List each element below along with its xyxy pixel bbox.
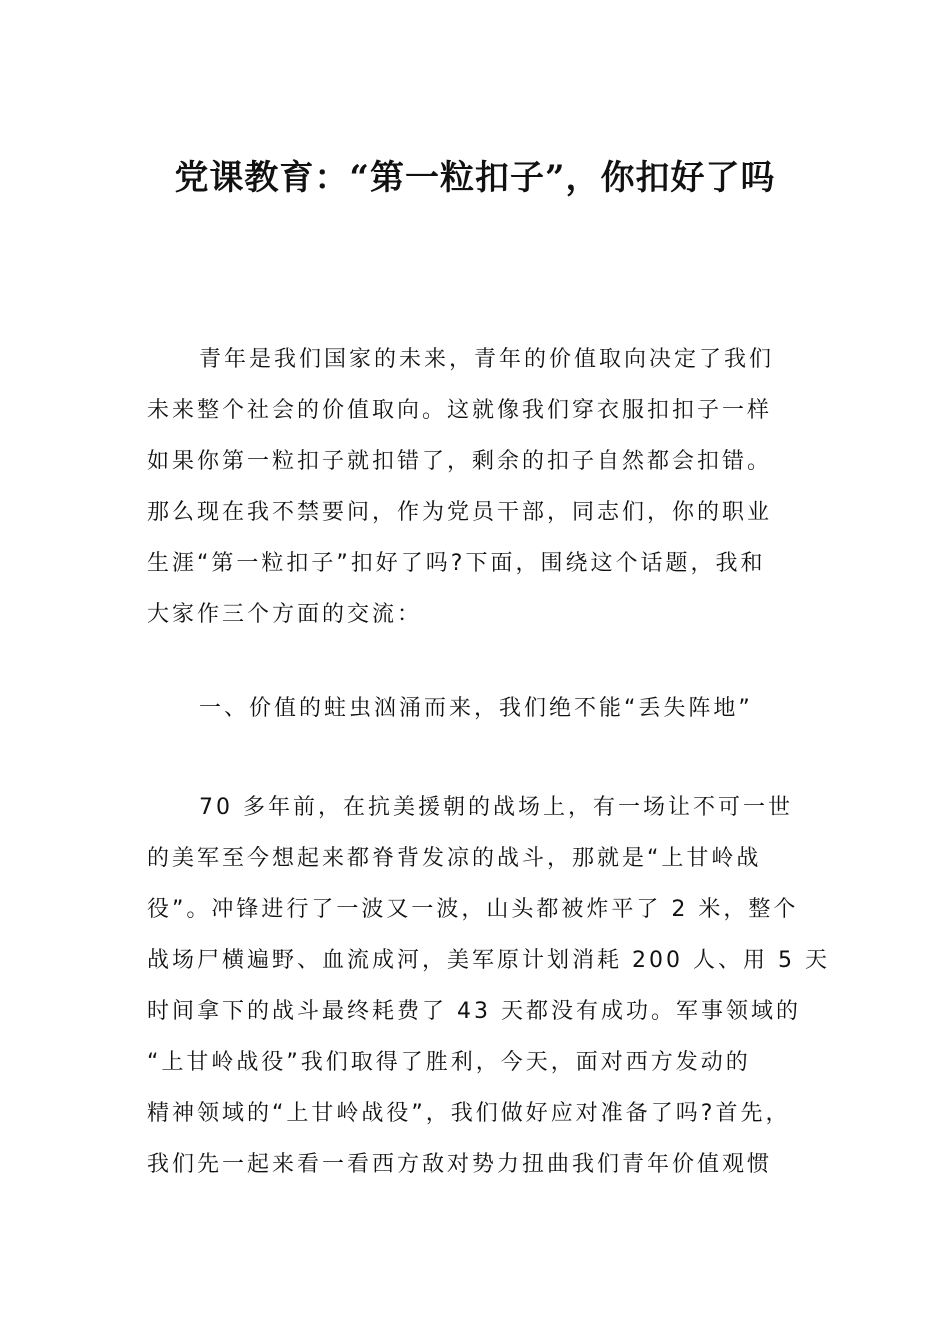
paragraph-line: 那么现在我不禁要问，作为党员干部，同志们，你的职业 <box>147 500 773 525</box>
paragraph-line: 战场尸横遍野、血流成河，美军原计划消耗 200 人、用 5 天 <box>147 948 830 973</box>
section-heading <box>147 683 807 734</box>
document-title: 党课教育：“第一粒扣子”，你扣好了吗 <box>174 158 776 198</box>
paragraph-line: 70 多年前，在抗美援朝的战场上，有一场让不可一世 <box>199 795 793 820</box>
paragraph-line: 如果你第一粒扣子就扣错了，剩余的扣子自然都会扣错。 <box>147 449 773 474</box>
paragraph-line: 青年是我们国家的未来，青年的价值取向决定了我们 <box>199 347 775 372</box>
paragraph-line: 的美军至今想起来都脊背发凉的战斗，那就是“上甘岭战 <box>147 846 762 871</box>
paragraph-line: 大家作三个方面的交流： <box>147 602 423 627</box>
paragraph-line: 精神领域的“上甘岭战役”，我们做好应对准备了吗?首先， <box>147 1101 791 1126</box>
section-heading-text: 一、价值的蛀虫汹涌而来，我们绝不能“丢失阵地” <box>199 696 753 721</box>
paragraph-line: 未来整个社会的价值取向。这就像我们穿衣服扣扣子一样 <box>147 398 773 423</box>
paragraph-line: 时间拿下的战斗最终耗费了 43 天都没有成功。军事领域的 <box>147 999 801 1024</box>
paragraph-line: “上甘岭战役”我们取得了胜利，今天，面对西方发动的 <box>147 1050 751 1075</box>
paragraph-line: 役”。冲锋进行了一波又一波，山头都被炸平了 2 米，整个 <box>147 897 799 922</box>
paragraph-line: 生涯“第一粒扣子”扣好了吗?下面，围绕这个话题，我和 <box>147 551 766 576</box>
paragraph-intro <box>147 334 807 640</box>
paragraph-line: 我们先一起来看一看西方敌对势力扭曲我们青年价值观惯 <box>147 1152 773 1177</box>
paragraph-section-one <box>147 782 830 1190</box>
